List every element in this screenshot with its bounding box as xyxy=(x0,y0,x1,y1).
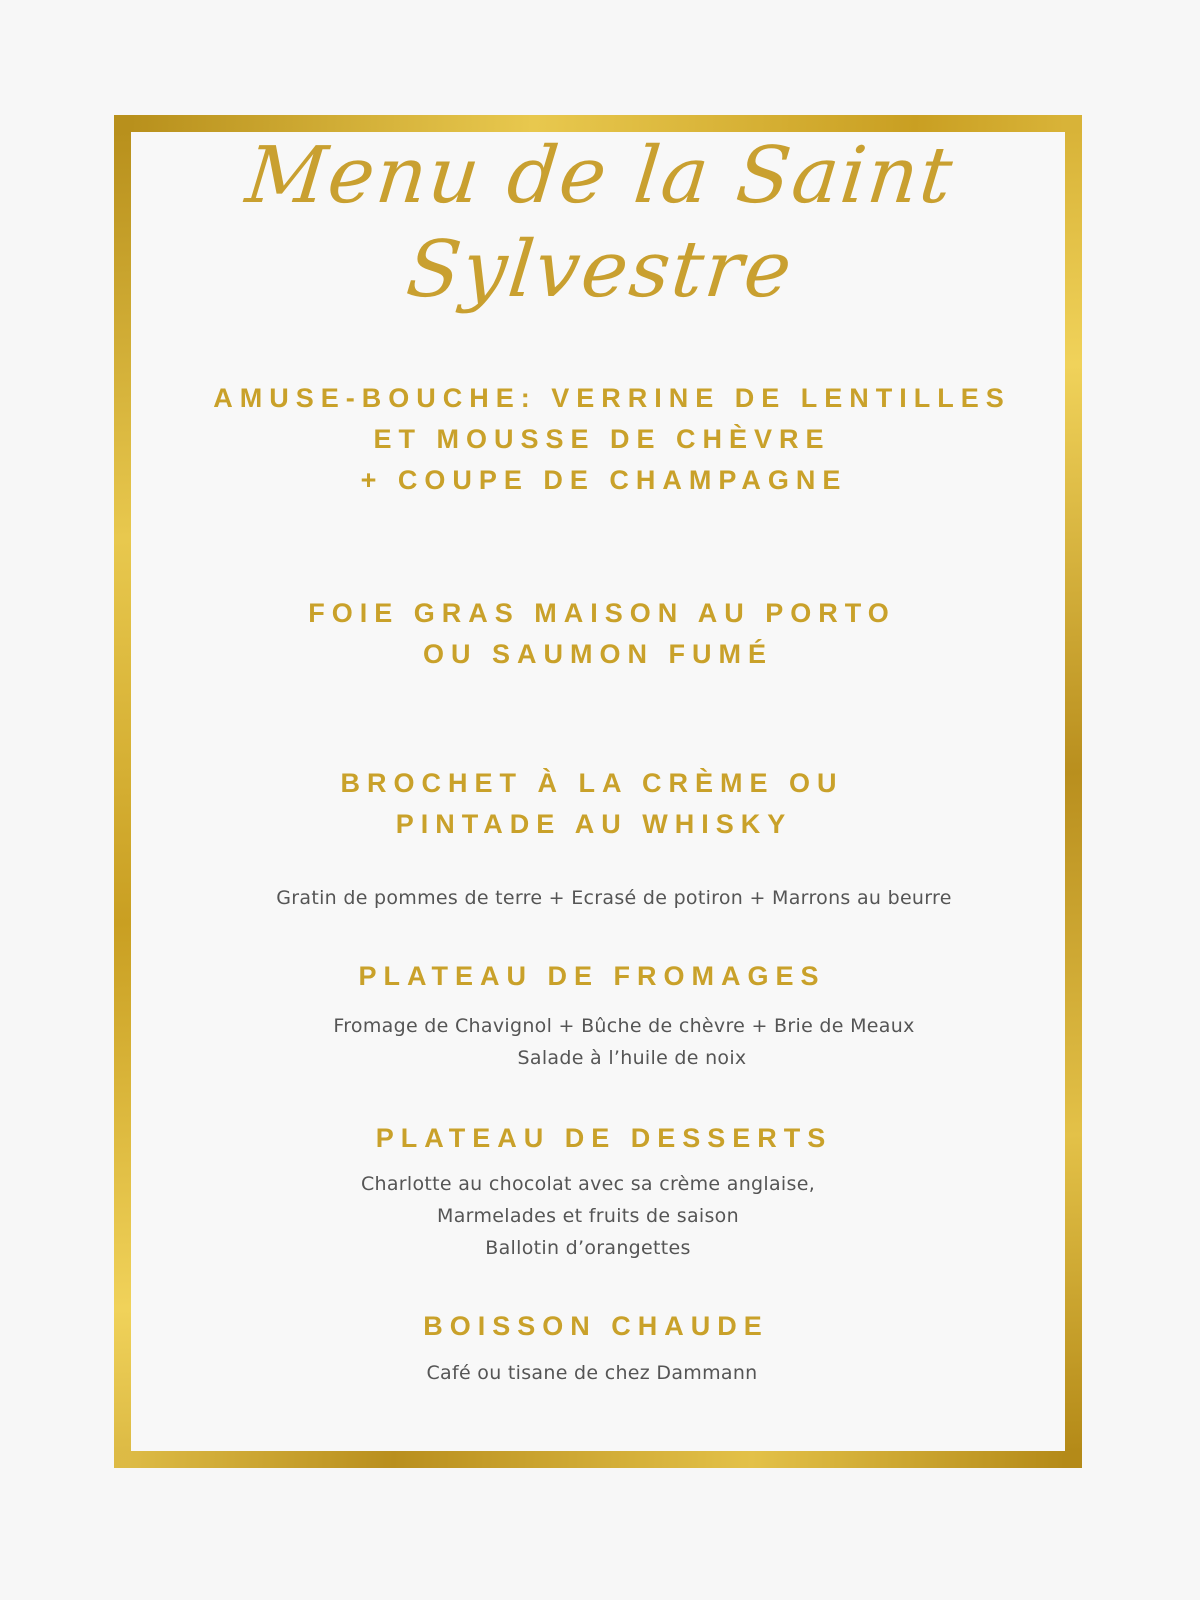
course-detail: Gratin de pommes de terre + Ecrasé de potiron + Marrons au beurre xyxy=(276,887,952,909)
course-detail: Charlotte au chocolat avec sa crème anglaise, xyxy=(360,1173,816,1195)
course-heading: OU SAUMON FUMÉ xyxy=(423,639,773,669)
menu-title-line-2: Sylvestre xyxy=(402,225,798,315)
menu-title-line-1: Menu de la Saint xyxy=(241,131,959,221)
course-detail: Ballotin d’orangettes xyxy=(485,1237,691,1259)
course-heading: PLATEAU DE DESSERTS xyxy=(375,1123,833,1153)
course-detail: Salade à l’huile de noix xyxy=(517,1047,747,1069)
course-heading: BROCHET À LA CRÈME OU xyxy=(340,768,844,798)
course-heading: BOISSON CHAUDE xyxy=(423,1311,769,1341)
course-heading: PLATEAU DE FROMAGES xyxy=(358,961,826,991)
course-heading: + COUPE DE CHAMPAGNE xyxy=(360,465,848,495)
course-detail: Fromage de Chavignol + Bûche de chèvre + Brie de Meaux xyxy=(333,1015,915,1037)
course-heading: PINTADE AU WHISKY xyxy=(395,809,793,839)
course-detail: Marmelades et fruits de saison xyxy=(437,1205,739,1227)
course-detail: Café ou tisane de chez Dammann xyxy=(426,1362,758,1384)
course-heading: FOIE GRAS MAISON AU PORTO xyxy=(308,598,896,628)
course-heading: ET MOUSSE DE CHÈVRE xyxy=(373,424,831,454)
course-heading: AMUSE-BOUCHE: VERRINE DE LENTILLES xyxy=(213,383,1011,413)
